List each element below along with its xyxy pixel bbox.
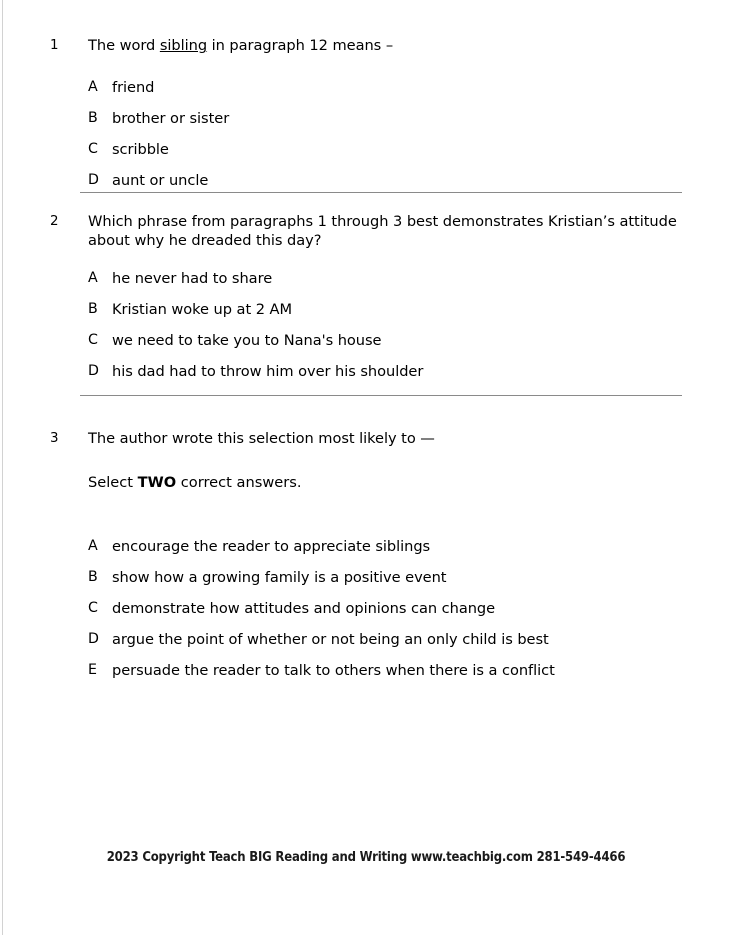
option-2-b-text: Kristian woke up at 2 AM [112,301,293,318]
option-1-b[interactable] [0,109,732,128]
divider-after-question-2 [80,395,682,396]
option-1-a-text: friend [112,79,155,96]
question-3-instruction-emphasis: TWO [137,474,177,491]
question-1-stem-emphasis: sibling [159,37,208,54]
option-3-b-text: show how a growing family is a positive event [112,569,447,586]
option-3-b-letter: B [88,569,98,585]
divider-after-question-1 [80,192,682,193]
question-3-instruction-part-1: Select [88,474,138,491]
question-1-number: 1 [50,38,59,53]
question-3-options [0,537,732,680]
option-2-a-letter: A [88,270,98,286]
question-1-stem [0,36,732,55]
option-3-e-text: persuade the reader to talk to others when there is a conflict [112,662,555,679]
question-3-number: 3 [50,431,59,446]
option-1-a-letter: A [88,79,98,95]
option-3-c[interactable] [0,599,732,618]
option-2-c[interactable] [0,331,732,350]
question-2-number: 2 [50,214,59,229]
option-3-b[interactable] [0,568,732,587]
option-3-a-text: encourage the reader to appreciate siblings [112,538,431,555]
question-1 [0,36,732,190]
option-2-d-letter: D [88,363,99,379]
option-3-d[interactable] [0,630,732,649]
option-3-d-letter: D [88,631,99,647]
page-footer-copyright: 2023 Copyright Teach BIG Reading and Writing www.teachbig.com 281-549-4466 [106,850,626,865]
option-3-a[interactable] [0,537,732,556]
option-3-c-letter: C [88,600,98,616]
question-3-stem-text: The author wrote this selection most likely to — [88,430,435,447]
option-2-a-text: he never had to share [112,270,273,287]
question-2-stem-text: Which phrase from paragraphs 1 through 3 best demonstrates Kristian’s attitude about why he dreaded this day? [88,213,677,249]
question-3 [0,429,732,680]
question-1-options [0,78,732,190]
option-3-c-text: demonstrate how attitudes and opinions can change [112,600,496,617]
option-2-d[interactable] [0,362,732,381]
option-2-a[interactable] [0,269,732,288]
option-2-c-text: we need to take you to Nana's house [112,332,382,349]
option-1-d-letter: D [88,172,99,188]
option-3-a-letter: A [88,538,98,554]
question-2-options [0,269,732,381]
question-2-stem [0,212,732,250]
option-1-a[interactable] [0,78,732,97]
option-2-b[interactable] [0,300,732,319]
question-3-stem [0,429,732,448]
option-3-e[interactable] [0,661,732,680]
question-2 [0,212,732,381]
question-1-stem-part-2: in paragraph 12 means – [207,37,394,54]
question-3-instruction-part-2: correct answers. [176,474,302,491]
option-1-d-text: aunt or uncle [112,172,209,189]
option-3-d-text: argue the point of whether or not being an only child is best [112,631,549,648]
option-3-e-letter: E [88,662,97,678]
question-1-stem-part-1: The word [88,37,160,54]
option-1-b-text: brother or sister [112,110,230,127]
option-2-d-text: his dad had to throw him over his shoulder [112,363,424,380]
option-2-c-letter: C [88,332,98,348]
option-1-c-text: scribble [112,141,169,158]
option-1-b-letter: B [88,110,98,126]
option-1-d[interactable] [0,171,732,190]
option-1-c[interactable] [0,140,732,159]
option-2-b-letter: B [88,301,98,317]
option-1-c-letter: C [88,141,98,157]
question-3-instruction [0,473,732,492]
